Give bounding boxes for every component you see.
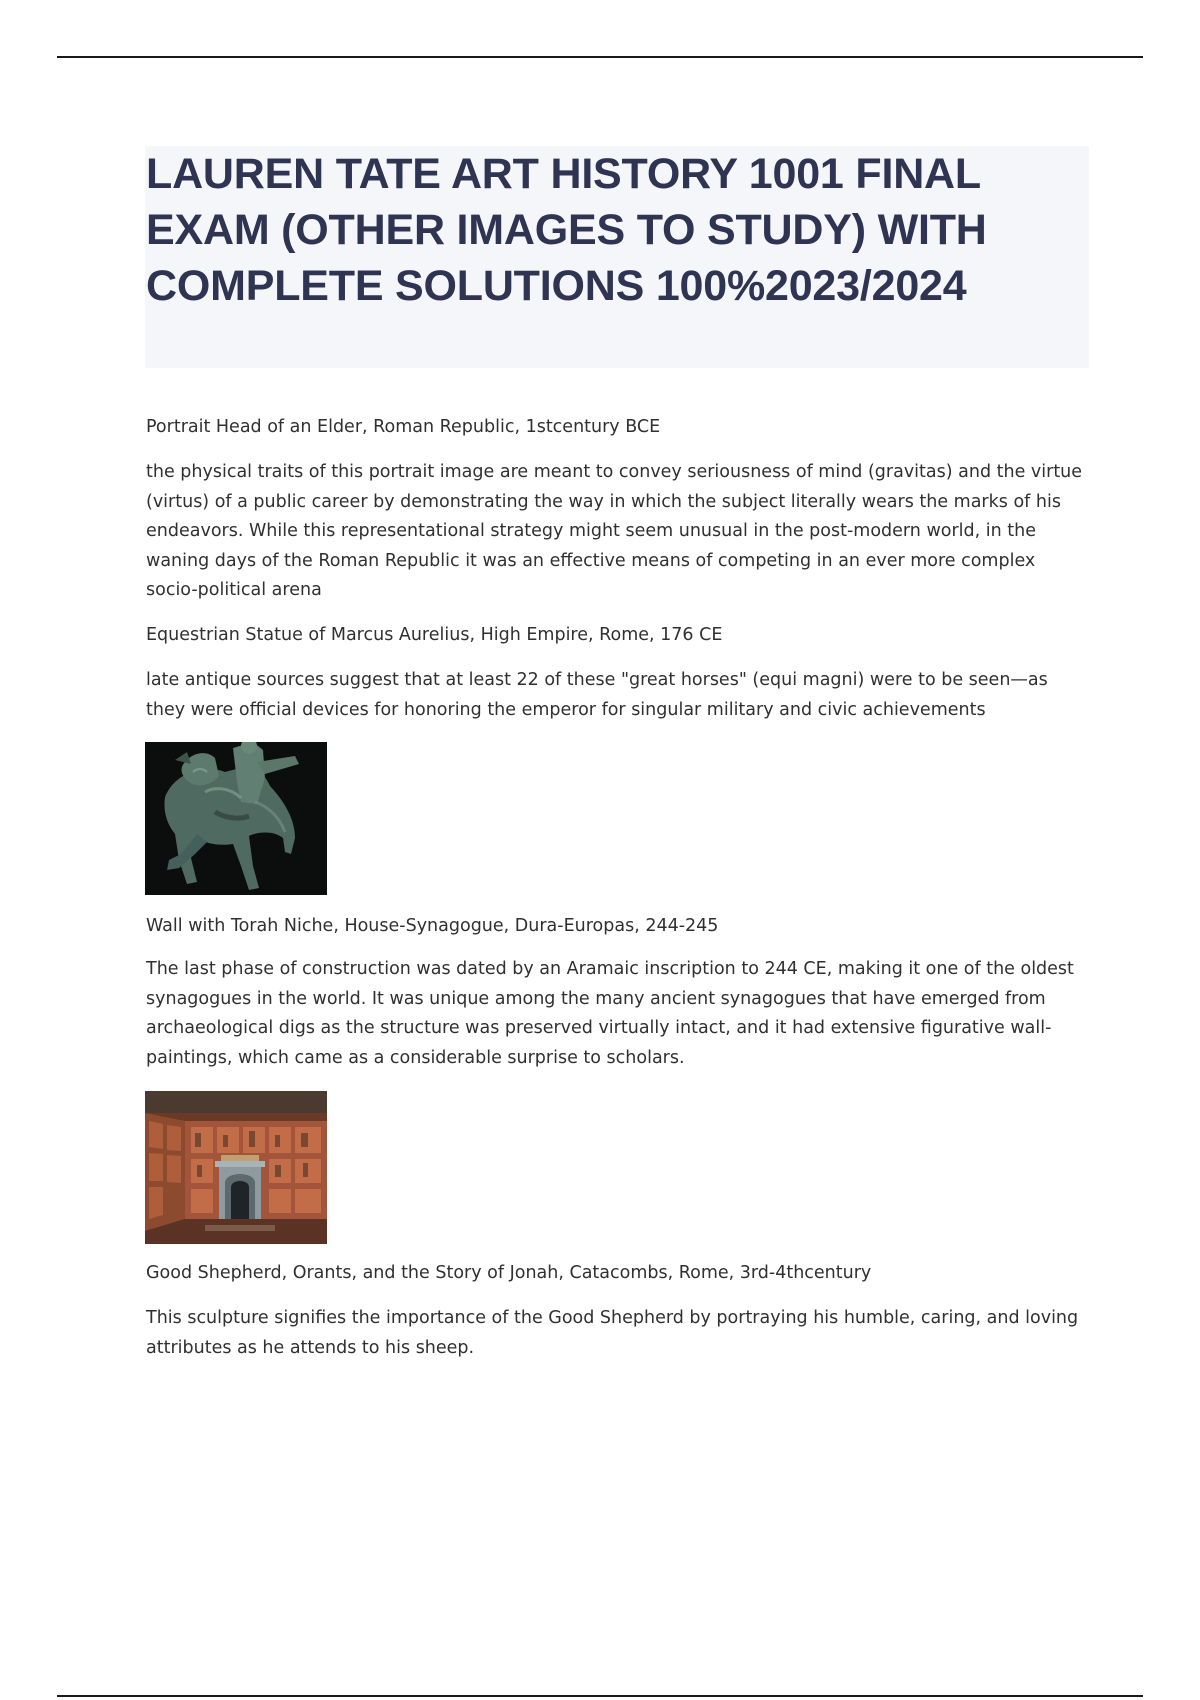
entry-description-equestrian-statue: late antique sources suggest that at least 22 of these "great horses" (equi magni) were to be seen—as they were official devices for honoring the emperor for singular military and civic achievements: [146, 670, 1048, 720]
synagogue-wall-image: [145, 1091, 327, 1244]
entry-description-portrait-head: the physical traits of this portrait image are meant to convey seriousness of mind (gravitas) and the virtue (virtus) of a public career by demonstrating the way in which the subject literally wears the marks of his endeavors. While this representational strategy might seem unusual in the post-modern world, in the waning days of the Roman Republic it was an effective means of competing in an ever more complex socio-political arena: [146, 462, 1083, 600]
entry-description-synagogue-wall: The last phase of construction was dated by an Aramaic inscription to 244 CE, making it one of the oldest synagogues in the world. It was unique among the many ancient synagogues that have emerged from archaeological digs as the structure was preserved virtually intact, and it had extensive figurative wall-paintings, which came as a considerable surprise to scholars.: [146, 959, 1074, 1068]
entry-description-good-shepherd: This sculpture signifies the importance of the Good Shepherd by portraying his humble, caring, and loving attributes as he attends to his sheep.: [146, 1308, 1079, 1358]
document-title: LAUREN TATE ART HISTORY 1001 FINAL EXAM (OTHER IMAGES TO STUDY) WITH COMPLETE SOLUTIONS 100%2023/2024: [146, 150, 987, 310]
bottom-rule: [57, 1695, 1143, 1697]
entry-caption-synagogue-wall: Wall with Torah Niche, House-Synagogue, Dura-Europas, 244-245: [146, 916, 719, 936]
title-block: [145, 146, 1089, 368]
entry-caption-equestrian-statue: Equestrian Statue of Marcus Aurelius, High Empire, Rome, 176 CE: [146, 625, 723, 645]
entry-caption-good-shepherd: Good Shepherd, Orants, and the Story of Jonah, Catacombs, Rome, 3rd-4thcentury: [146, 1263, 872, 1283]
entry-caption-portrait-head: Portrait Head of an Elder, Roman Republic, 1stcentury BCE: [146, 417, 661, 437]
top-rule: [57, 56, 1143, 58]
equestrian-statue-image: [145, 742, 327, 895]
